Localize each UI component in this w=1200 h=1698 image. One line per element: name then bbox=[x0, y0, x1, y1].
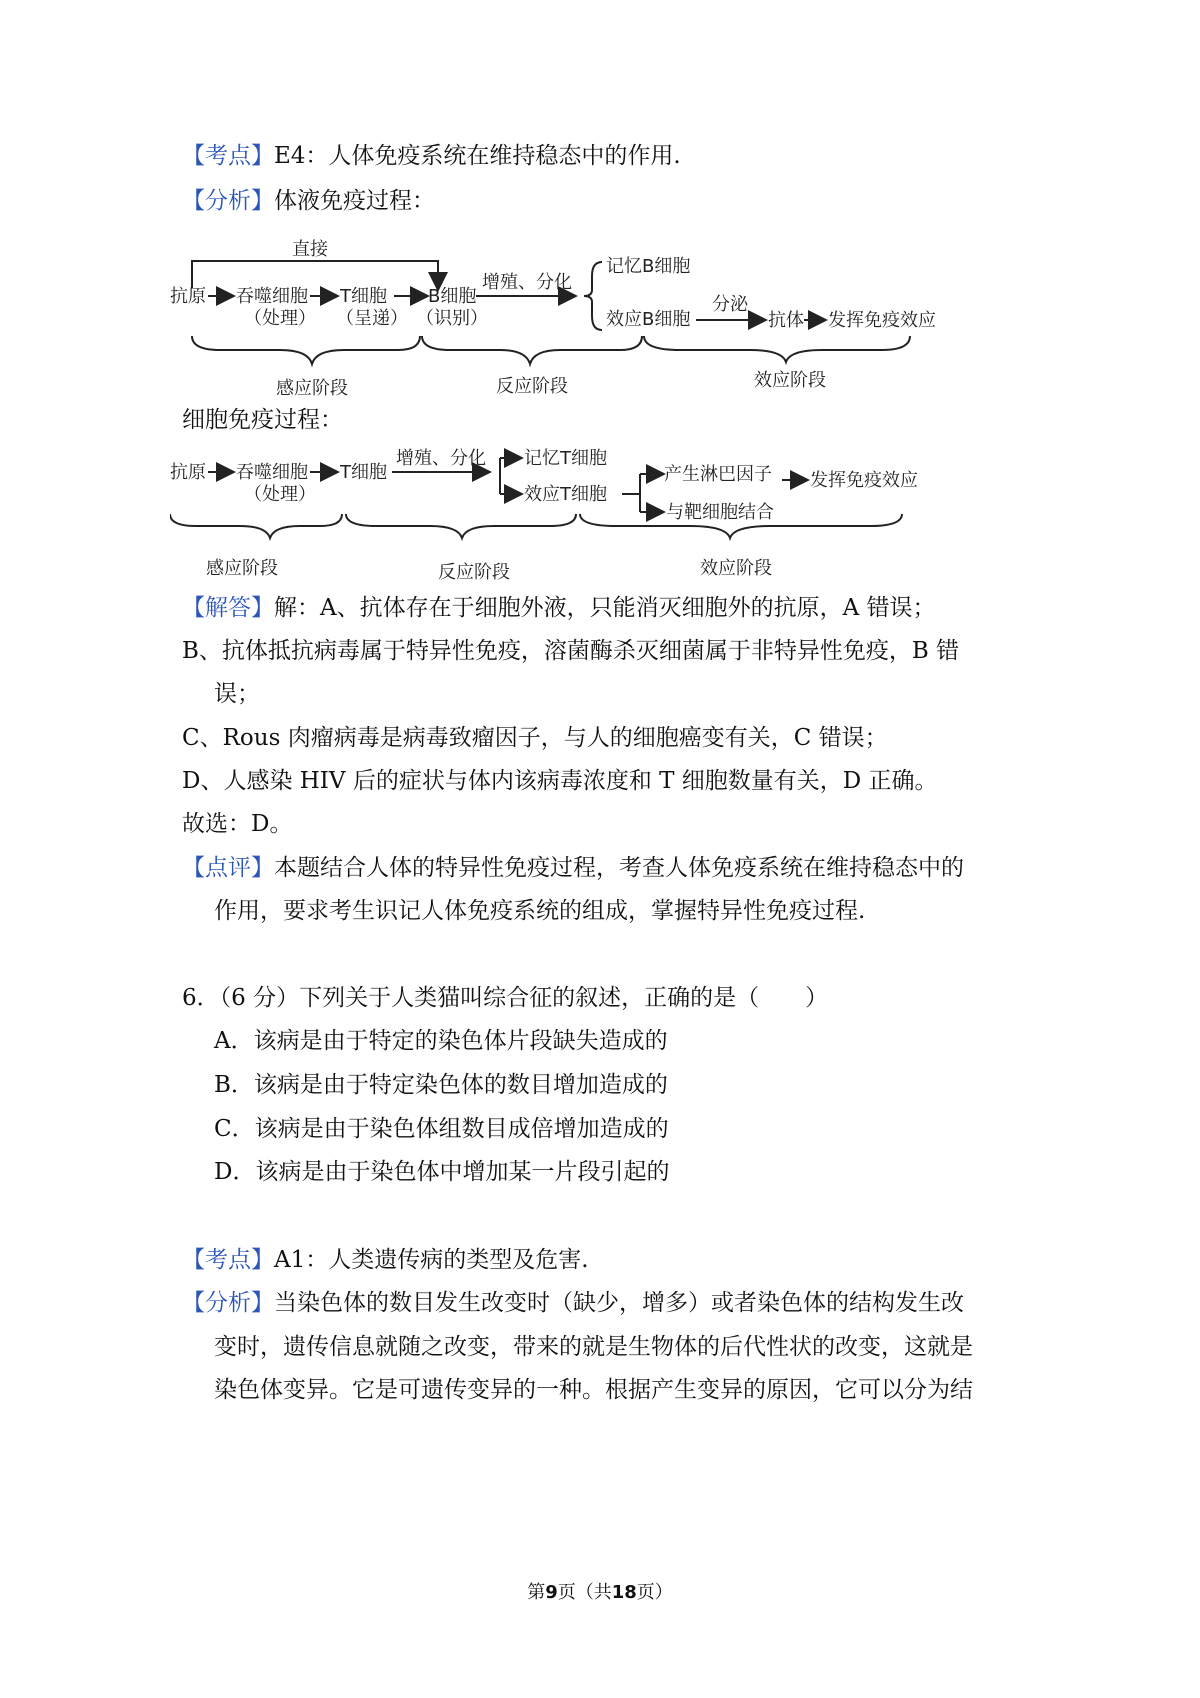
comment-line1 bbox=[182, 852, 964, 884]
fenxi2-l3: 染色体变异。它是可遗传变异的一种。根据产生变异的原因，它可以分为结 bbox=[214, 1377, 973, 1403]
comment-l1: 本题结合人体的特异性免疫过程，考查人体免疫系统在维持稳态中的 bbox=[274, 855, 964, 881]
footer-post: 页） bbox=[636, 1582, 673, 1603]
h-tcell-note: （呈递） bbox=[336, 308, 408, 329]
kaodian2-tag: 【考点】 bbox=[182, 1247, 274, 1273]
c-phagocyte-note: （处理） bbox=[244, 484, 316, 505]
c-lymphokine: 产生淋巴因子 bbox=[664, 464, 772, 485]
c-memory: 记忆T细胞 bbox=[524, 448, 607, 469]
cellular-immunity-diagram bbox=[170, 438, 960, 583]
fenxi-tag: 【分析】 bbox=[182, 188, 274, 214]
h-bcell: B细胞 bbox=[428, 286, 477, 307]
h-effector: 效应B细胞 bbox=[606, 309, 691, 330]
h-bcell-note: （识别） bbox=[416, 308, 488, 329]
h-antibody: 抗体 bbox=[768, 310, 804, 331]
footer-mid: 页（共 bbox=[557, 1582, 612, 1603]
q6-a: A．该病是由于特定的染色体片段缺失造成的 bbox=[214, 1028, 668, 1054]
h-memory: 记忆B细胞 bbox=[606, 256, 691, 277]
h-antigen: 抗原 bbox=[170, 286, 206, 307]
answer-line-a bbox=[182, 592, 936, 624]
c-effector: 效应T细胞 bbox=[524, 484, 607, 505]
h-phagocyte-note: （处理） bbox=[244, 308, 316, 329]
kaodian2-line bbox=[182, 1244, 589, 1276]
c-bind: 与靶细胞结合 bbox=[666, 502, 774, 523]
direct-label: 直接 bbox=[292, 239, 328, 260]
answer-choice: 故选：D。 bbox=[182, 811, 293, 837]
answer-b2: 误； bbox=[214, 681, 260, 707]
c-stage1: 感应阶段 bbox=[206, 558, 278, 579]
question-6-stem bbox=[182, 982, 828, 1014]
footer-page: 9 bbox=[545, 1582, 558, 1603]
footer-pre: 第 bbox=[527, 1582, 546, 1603]
h-stage2: 反应阶段 bbox=[496, 376, 568, 397]
answer-line-c bbox=[182, 722, 888, 754]
fenxi-line bbox=[182, 185, 435, 217]
q6-option-a bbox=[214, 1025, 668, 1057]
comment-l2: 作用，要求考生识记人体免疫系统的组成，掌握特异性免疫过程. bbox=[214, 898, 866, 924]
answer-line-b2 bbox=[214, 678, 260, 710]
answer-a: 解：A、抗体存在于细胞外液，只能消灭细胞外的抗原，A 错误； bbox=[274, 595, 936, 621]
c-tcell: T细胞 bbox=[340, 462, 387, 483]
h-stage1: 感应阶段 bbox=[276, 378, 348, 399]
h-stage3: 效应阶段 bbox=[754, 370, 826, 391]
c-phagocyte: 吞噬细胞 bbox=[236, 462, 308, 483]
q6-b: B．该病是由于特定染色体的数目增加造成的 bbox=[214, 1072, 668, 1098]
q6-c: C．该病是由于染色体组数目成倍增加造成的 bbox=[214, 1116, 669, 1142]
cellular-title bbox=[182, 404, 343, 436]
c-prolif: 增殖、分化 bbox=[396, 448, 486, 469]
h-prolif: 增殖、分化 bbox=[482, 272, 572, 293]
answer-b1: B、抗体抵抗病毒属于特异性免疫，溶菌酶杀灭细菌属于非特异性免疫，B 错 bbox=[182, 638, 960, 664]
fenxi2-line3 bbox=[214, 1374, 973, 1406]
c-stage2: 反应阶段 bbox=[438, 562, 510, 583]
answer-choice-line bbox=[182, 808, 292, 840]
h-secrete: 分泌 bbox=[712, 294, 748, 315]
fenxi2-l1: 当染色体的数目发生改变时（缺少，增多）或者染色体的结构发生改 bbox=[274, 1290, 964, 1316]
h-effect: 发挥免疫效应 bbox=[828, 310, 936, 331]
humoral-immunity-diagram bbox=[170, 228, 960, 403]
answer-line-d bbox=[182, 765, 938, 797]
fenxi2-line2 bbox=[214, 1331, 973, 1363]
kaodian-text: E4：人体免疫系统在维持稳态中的作用. bbox=[274, 143, 681, 169]
q6-d: D．该病是由于染色体中增加某一片段引起的 bbox=[214, 1159, 670, 1185]
answer-tag: 【解答】 bbox=[182, 595, 274, 621]
c-antigen: 抗原 bbox=[170, 462, 206, 483]
q6-option-c bbox=[214, 1113, 669, 1145]
comment-line2 bbox=[214, 895, 865, 927]
c-stage3: 效应阶段 bbox=[700, 558, 772, 579]
h-phagocyte: 吞噬细胞 bbox=[236, 286, 308, 307]
page-footer bbox=[0, 1578, 1200, 1604]
cellular-title-text: 细胞免疫过程： bbox=[182, 407, 343, 433]
c-effect: 发挥免疫效应 bbox=[810, 470, 918, 491]
kaodian2-text: A1：人类遗传病的类型及危害. bbox=[274, 1247, 589, 1273]
h-tcell: T细胞 bbox=[340, 286, 387, 307]
fenxi-text: 体液免疫过程： bbox=[274, 188, 435, 214]
answer-line-b1 bbox=[182, 635, 959, 667]
q6-option-d bbox=[214, 1156, 669, 1188]
answer-c: C、Rous 肉瘤病毒是病毒致瘤因子，与人的细胞癌变有关，C 错误； bbox=[182, 725, 888, 751]
kaodian-tag: 【考点】 bbox=[182, 143, 274, 169]
q6-option-b bbox=[214, 1069, 668, 1101]
kaodian-line bbox=[182, 140, 681, 172]
q6-stem: 6．（6 分）下列关于人类猫叫综合征的叙述，正确的是（ ） bbox=[182, 985, 829, 1011]
answer-d: D、人感染 HIV 后的症状与体内该病毒浓度和 T 细胞数量有关，D 正确。 bbox=[182, 768, 938, 794]
fenxi2-l2: 变时，遗传信息就随之改变，带来的就是生物体的后代性状的改变，这就是 bbox=[214, 1334, 973, 1360]
fenxi2-tag: 【分析】 bbox=[182, 1290, 274, 1316]
comment-tag: 【点评】 bbox=[182, 855, 274, 881]
footer-total: 18 bbox=[611, 1582, 637, 1603]
fenxi2-line1 bbox=[182, 1287, 964, 1319]
